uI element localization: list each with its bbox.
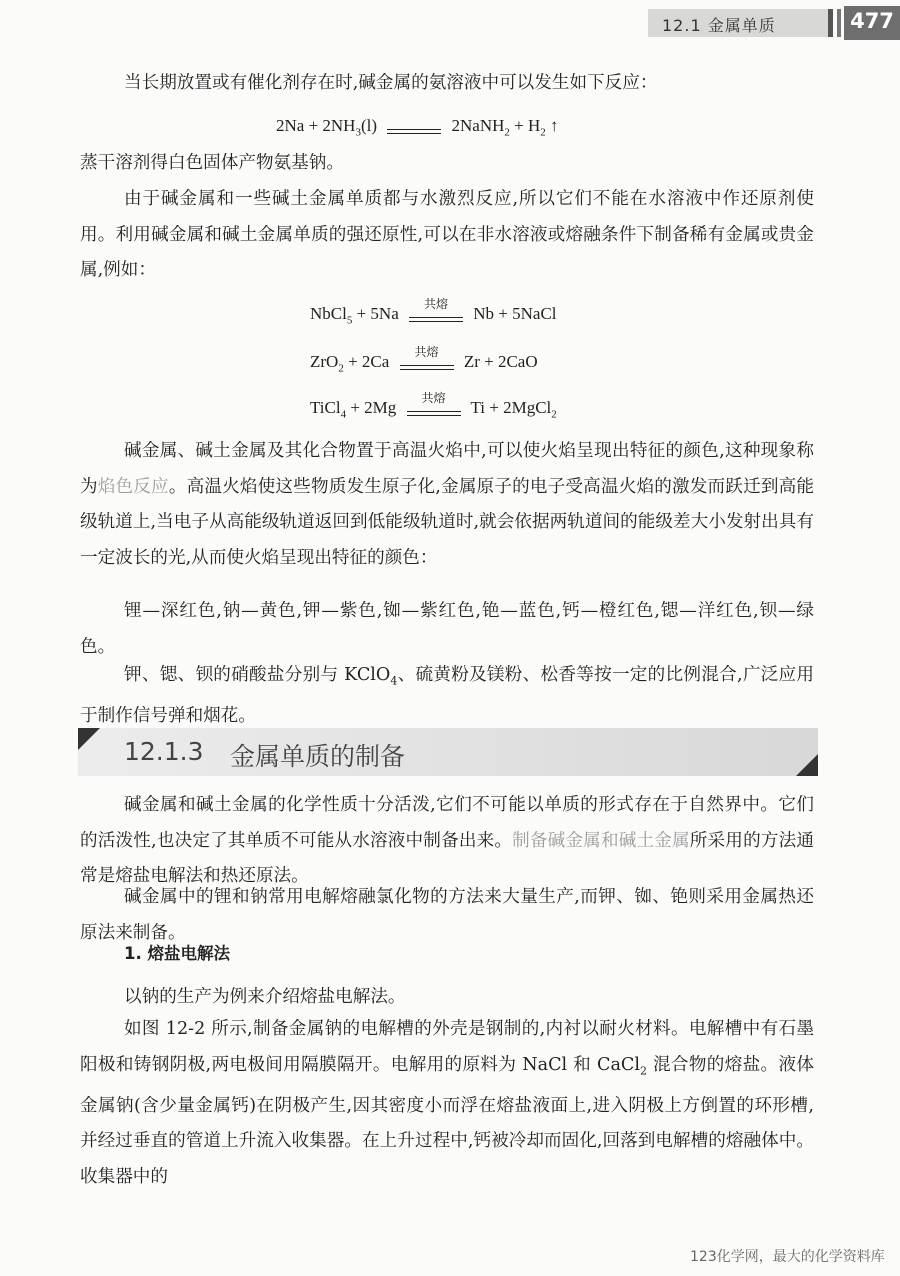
text-run: 如图 12-2 所示,制备金属钠的电解槽的外壳是钢制的,内衬以耐火材料。电解槽中有石墨阳极和铸钢阴极,两电极间用隔膜隔开。电解用的原料为 NaCl 和 CaCl <box>80 1019 814 1075</box>
text-run: 碱金属和碱土金属的化学性质十分活泼,它们不可能以单质的形式存在于自然界中。它们的活泼性,也决定了其单质不可能从水溶液中制备出来。 <box>80 795 814 851</box>
eq-part: (l) <box>360 116 378 135</box>
heading-corner-mark <box>796 754 818 776</box>
paragraph-5: 锂—深红色,钠—黄色,钾—紫色,铷—紫红色,铯—蓝色,钙—橙红色,锶—洋红色,钡—绿色。 <box>80 601 814 657</box>
watermark-footer: 123化学网，最大的化学资料库 <box>690 1249 885 1265</box>
text-run: 。高温火焰使这些物质发生原子化,金属原子的电子受高温火焰的激发而跃迁到高能级轨道上,当电子从高能级轨道返回到低能级轨道时,就会依据两轨道间的能级差大小发射出具有一定波长的光,从而使火焰呈现出特征的颜色： <box>80 476 814 568</box>
eq-sub: 2 <box>551 408 557 421</box>
page-number-box <box>844 6 900 40</box>
subheading: 1. 熔盐电解法 <box>124 944 230 963</box>
page-number: 477 <box>850 9 894 33</box>
equation-4 <box>310 391 557 421</box>
highlighted-term: 制备碱金属和碱土金属 <box>512 830 690 851</box>
eq-part: TiCl <box>310 398 341 417</box>
paragraph-7 <box>80 788 814 895</box>
header-stripe <box>828 9 833 37</box>
paragraph-1: 当长期放置或有催化剂存在时,碱金属的氨溶液中可以发生如下反应： <box>124 73 658 93</box>
fusion-arrow <box>400 345 454 373</box>
paragraph-3: 由于碱金属和一些碱土金属单质都与水激烈反应,所以它们不能在水溶液中作还原剂使用。利用碱金属和碱土金属单质的强还原性,可以在非水溶液或熔融条件下制备稀有金属或贵金属,例如： <box>80 189 814 280</box>
eq-sub: 2 <box>540 126 546 139</box>
equation-3 <box>310 345 538 375</box>
header-section-title: 12.1 金属单质 <box>662 16 776 35</box>
equals-arrow <box>387 117 441 137</box>
fusion-arrow <box>407 391 461 419</box>
subscript: 2 <box>640 1064 648 1078</box>
paragraph-6 <box>80 658 814 735</box>
paragraph-2: 蒸干溶剂得白色固体产物氨基钠。 <box>80 153 344 173</box>
text-run: 碱金属、碱土金属及其化合物置于高温火焰中,可以使火焰呈现出特征的颜色,这种现象称为 <box>80 441 814 497</box>
eq-part: Zr + 2CaO <box>463 352 538 371</box>
eq-part: NbCl <box>310 304 347 323</box>
heading-corner-mark <box>78 728 100 750</box>
eq-part: 2NaNH <box>451 116 505 135</box>
eq-part: + 2Mg <box>346 398 397 417</box>
eq-part: Nb + 5NaCl <box>473 304 557 323</box>
equation-2 <box>310 297 557 327</box>
condition-label: 共熔 <box>424 297 449 312</box>
eq-part: + 5Na <box>352 304 399 323</box>
eq-sub: 2 <box>504 126 510 139</box>
eq-part: ↑ <box>545 116 559 135</box>
eq-part: + H <box>509 116 541 135</box>
subscript: 4 <box>390 674 398 688</box>
eq-part: + 2Ca <box>343 352 390 371</box>
equation-1 <box>276 116 559 138</box>
eq-part: Ti + 2MgCl <box>470 398 552 417</box>
eq-sub: 3 <box>355 126 361 139</box>
condition-label: 共熔 <box>421 391 446 406</box>
eq-part: ZrO <box>310 352 339 371</box>
text-run: 、硫黄粉及镁粉、松香等按一定的比例混合,广泛应用于制作信号弹和烟花。 <box>80 665 814 727</box>
eq-sub: 4 <box>340 408 347 421</box>
condition-label: 共熔 <box>414 345 439 360</box>
paragraph-4 <box>80 434 814 576</box>
section-title: 金属单质的制备 <box>230 742 406 771</box>
paragraph-8: 碱金属中的锂和钠常用电解熔融氯化物的方法来大量生产,而钾、铷、铯则采用金属热还原法来制备。 <box>80 887 814 943</box>
text-run: 钾、锶、钡的硝酸盐分别与 KClO <box>124 665 391 685</box>
fusion-arrow <box>409 297 463 325</box>
paragraph-9: 以钠的生产为例来介绍熔盐电解法。 <box>124 987 406 1007</box>
eq-sub: 2 <box>338 362 344 375</box>
eq-sub: 5 <box>346 314 353 327</box>
header-stripe <box>837 9 841 37</box>
highlighted-term: 焰色反应 <box>97 476 169 497</box>
running-header <box>648 6 900 42</box>
text-run: 所采用的方法通常是熔盐电解法和热还原法。 <box>80 830 814 886</box>
section-number: 12.1.3 <box>124 737 204 766</box>
eq-part: 2Na + 2NH <box>276 116 356 135</box>
paragraph-10 <box>80 1012 814 1195</box>
text-run: 混合物的熔盐。液体金属钠(含少量金属钙)在阴极产生,因其密度小而浮在熔盐液面上,进入阴极上方倒置的环形槽,并经过垂直的管道上升流入收集器。在上升过程中,钙被冷却而固化,回落到电解槽的熔融体中。收集器中的 <box>80 1054 815 1187</box>
